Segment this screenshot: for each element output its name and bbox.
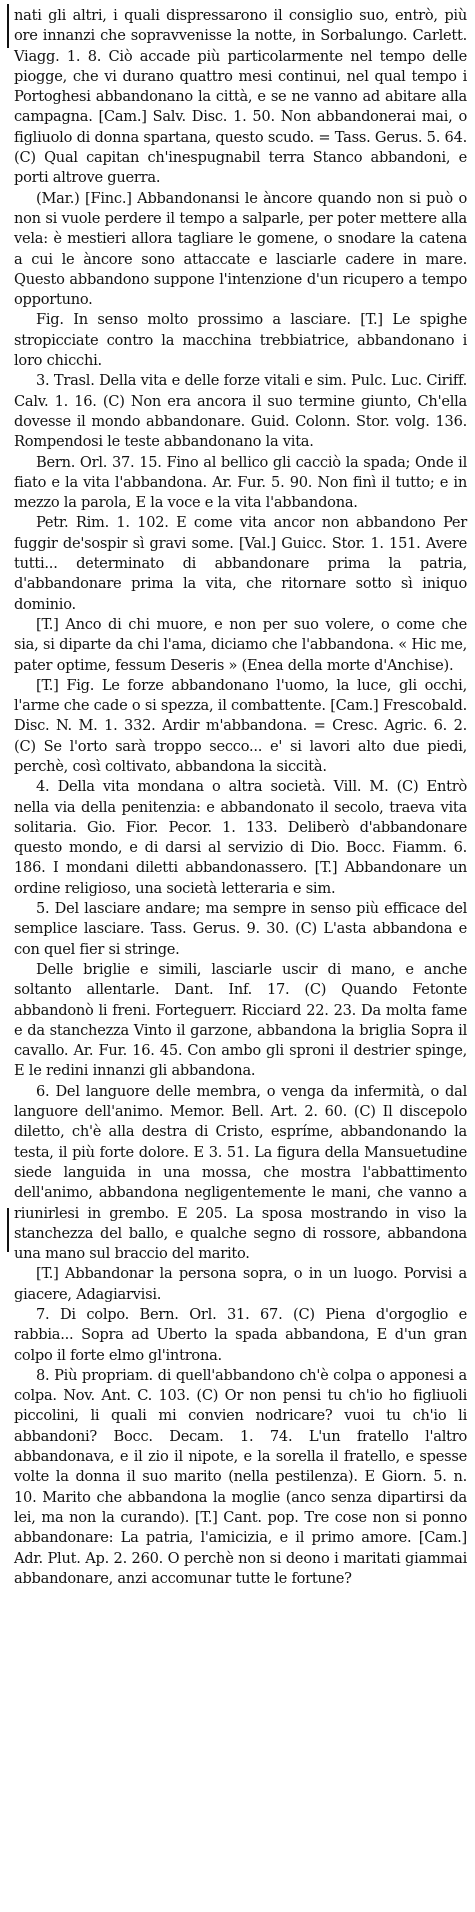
entry-paragraph: (Mar.) [Finc.] Abbandonansi le àncore quando non si può o non si vuole perdere il tempo a salparle, per poter mettere alla vela: è mestieri allora tagliare le gomene, o snodare la catena a cui le àncore sono attaccate e lasciarle cadere in mare. Questo abbandono suppone l'intenzione d'un ricupero a tempo opportuno. — [14, 189, 467, 309]
entry-paragraph: 8. Più propriam. di quell'abbandono ch'è colpa o apponesi a colpa. Nov. Ant. C. 103. (C) Or non pensi tu ch'io ho figliuoli piccolini, li quali mi convien nodricare? vuoi tu ch'io li abbandoni? Bocc. Decam. 1. 74. L'un fratello l'altro abbandonava, e il zio il nipote, e la sorella il fratello, e spesse volte la donna il suo marito (nella pestilenza). E Giorn. 5. n. 10. Marito che abbandona la moglie (anco senza dipartirsi da lei, ma non la curando). [T.] Cant. pop. Tre cose non si ponno abbandonare: La patria, l'amicizia, e il primo amore. [Cam.] Adr. Plut. Ap. 2. 260. O perchè non si deono i maritati giammai abbandonare, anzi accomunar tutte le fortune? — [14, 1366, 467, 1587]
margin-rule-middle — [7, 1208, 9, 1252]
entry-paragraph: 5. Del lasciare andare; ma sempre in senso più efficace del semplice lasciare. Tass. Gerus. 9. 30. (C) L'asta abbandona e con quel fier si stringe. — [14, 900, 467, 958]
entry-paragraph: 7. Di colpo. Bern. Orl. 31. 67. (C) Piena d'orgoglio e rabbia... Sopra ad Uberto la spada abbandona, E d'un gran colpo il forte elmo gl'introna. — [14, 1306, 467, 1364]
entry-paragraph: 4. Della vita mondana o altra società. Vill. M. (C) Entrò nella via della penitenzia: e abbandonato il secolo, traeva vita solitaria. Gio. Fior. Pecor. 1. 133. Deliberò d'abbandonare questo mondo, e di darsi al servizio di Dio. Bocc. Fiamm. 6. 186. I mondani diletti abbandonassero. [T.] Abbandonare un ordine religioso, una società letteraria e sim. — [14, 778, 467, 897]
entry-paragraph: [T.] Abbandonar la persona sopra, o in un luogo. Porvisi a giacere, Adagiarvisi. — [14, 1265, 467, 1303]
entry-paragraph: Delle briglie e simili, lasciarle uscir di mano, e anche soltanto allentarle. Dant. Inf. 17. (C) Quando Fetonte abbandonò li freni. Forteguerr. Ricciard 22. 23. Da molta fame e da stanchezza Vinto il garzone, abbandona la briglia Sopra il cavallo. Ar. Fur. 16. 45. Con ambo gli sproni il destrier spinge, E le redini innanzi gli abbandona. — [14, 960, 467, 1080]
entry-paragraph: nati gli altri, i quali dispressarono il consiglio suo, entrò, più ore innanzi che sopravvenisse la notte, in Sorbalungo. Carlett. Viagg. 1. 8. Ciò accade più particolarmente nel tempo delle piogge, che vi durano quattro mesi continui, nel qual tempo i Portoghesi abbandonano la città, e se ne vanno ad abitare alla campagna. [Cam.] Salv. Disc. 1. 50. Non abbandonerai mai, o figliuolo di donna spartana, questo scudo. = Tass. Gerus. 5. 64. (C) Qual capitan ch'inespugnabil terra Stanco abbandoni, e porti altrove guerra. — [14, 7, 467, 187]
entry-paragraph: Bern. Orl. 37. 15. Fino al bellico gli cacciò la spada; Onde il fiato e la vita l'abbandona. Ar. Fur. 5. 90. Non finì il tutto; e in mezzo la parola, E la voce e la vita l'abbandona. — [14, 453, 467, 512]
entry-paragraph: 3. Trasl. Della vita e delle forze vitali e sim. Pulc. Luc. Ciriff. Calv. 1. 16. (C) Non era ancora il suo termine giunto, Ch'ella dovesse il mondo abbandonare. Guid. Colonn. Stor. volg. 136. Rompendosi le teste abbandonano la vita. — [14, 372, 467, 451]
entry-paragraph: Petr. Rim. 1. 102. E come vita ancor non abbandono Per fuggir de'sospir sì gravi some. [Val.] Guicc. Stor. 1. 151. Avere tutti... determinato di abbandonare prima la patria, d'abbandonare prima la vita, che ritornare sotto sì iniquo dominio. — [14, 514, 467, 613]
entry-paragraph: [T.] Anco di chi muore, e non per suo volere, o come che sia, si diparte da chi l'ama, diciamo che l'abbandona. « Hic me, pater optime, fessum Deseris » (Enea della morte d'Anchise). — [14, 615, 467, 674]
entry-paragraph: 6. Del languore delle membra, o venga da infermità, o dal languore dell'animo. Memor. Bell. Art. 2. 60. (C) Il discepolo diletto, ch'è alla destra di Cristo, espríme, abbandonando la testa, il più forte dolore. E 3. 51. La figura della Mansuetudine siede languida in una mossa, che mostra l'abbattimento dell'animo, abbandona negligentemente le mani, che vanno a riunirlesi in grembo. E 205. La sposa mostrando in viso la stanchezza del ballo, e qualche segno di rossore, abbandona una mano sul braccio del marito. — [14, 1082, 467, 1263]
entry-paragraph: [T.] Fig. Le forze abbandonano l'uomo, la luce, gli occhi, l'arme che cade o si spezza, il combattente. [Cam.] Frescobald. Disc. N. M. 1. 332. Ardir m'abbandona. = Cresc. Agric. 6. 2. (C) Se l'orto sarà troppo secco... e' si lavori alto due piedi, perchè, così coltivato, abbandona la siccità. — [14, 676, 467, 775]
entry-paragraph: Fig. In senso molto prossimo a lasciare. [T.] Le spighe stropicciate contro la macchina trebbiatrice, abbandonano i loro chicchi. — [14, 311, 467, 370]
margin-rule-top — [7, 4, 9, 48]
